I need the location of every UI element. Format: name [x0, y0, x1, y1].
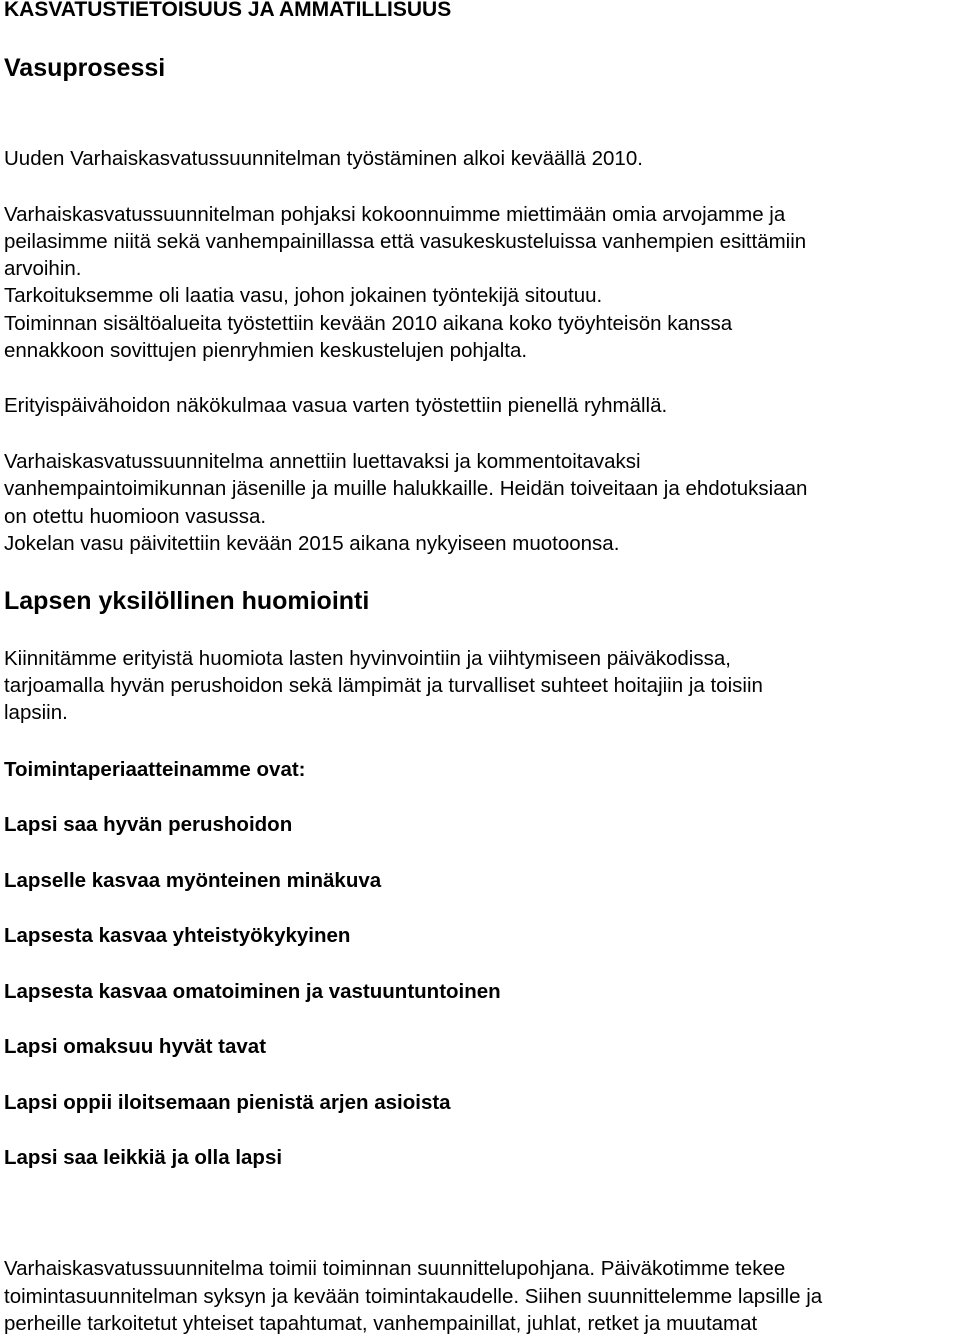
- principles-heading: Toimintaperiaatteinamme ovat:: [4, 758, 306, 781]
- paragraph-line: Erityispäivähoidon näkökulmaa vasua varten työstettiin pienellä ryhmällä.: [4, 394, 668, 417]
- principle-item: Lapsi saa leikkiä ja olla lapsi: [4, 1146, 283, 1169]
- principle-item: Lapsi saa hyvän perushoidon: [4, 813, 293, 836]
- paragraph-line: on otettu huomioon vasussa.: [4, 505, 267, 528]
- paragraph-line: Tarkoituksemme oli laatia vasu, johon jokainen työntekijä sitoutuu.: [4, 284, 603, 307]
- paragraph-line: Uuden Varhaiskasvatussuunnitelman työstäminen alkoi keväällä 2010.: [4, 147, 643, 170]
- paragraph-line: Jokelan vasu päivitettiin kevään 2015 aikana nykyiseen muotoonsa.: [4, 532, 620, 555]
- principle-item: Lapsesta kasvaa omatoiminen ja vastuuntuntoinen: [4, 980, 501, 1003]
- paragraph-line: Varhaiskasvatussuunnitelma toimii toiminnan suunnittelupohjana. Päiväkotimme tekee: [4, 1257, 786, 1280]
- section-title-vasuprosessi: Vasuprosessi: [4, 54, 166, 82]
- principle-item: Lapsesta kasvaa yhteistyökykyinen: [4, 924, 351, 947]
- paragraph-line: toimintasuunnitelman syksyn ja kevään toimintakaudelle. Siihen suunnittelemme lapsille ja: [4, 1285, 823, 1308]
- paragraph-line: perheille tarkoitetut yhteiset tapahtumat, vanhempainillat, juhlat, retket ja muutamat: [4, 1312, 758, 1335]
- paragraph-line: tarjoamalla hyvän perushoidon sekä lämpimät ja turvalliset suhteet hoitajiin ja toisiin: [4, 674, 763, 697]
- paragraph-line: lapsiin.: [4, 701, 68, 724]
- paragraph-line: vanhempaintoimikunnan jäsenille ja muille halukkaille. Heidän toiveitaan ja ehdotuksiaan: [4, 477, 808, 500]
- paragraph-line: Varhaiskasvatussuunnitelman pohjaksi kokoonnuimme miettimään omia arvojamme ja: [4, 203, 786, 226]
- document-top-heading: KASVATUSTIETOISUUS JA AMMATILLISUUS: [4, 0, 452, 21]
- section-title-lapsen-yksilollinen-huomiointi: Lapsen yksilöllinen huomiointi: [4, 587, 370, 615]
- paragraph-line: peilasimme niitä sekä vanhempainillassa että vasukeskusteluissa vanhempien esittämiin: [4, 230, 807, 253]
- paragraph-line: Kiinnitämme erityistä huomiota lasten hyvinvointiin ja viihtymiseen päiväkodissa,: [4, 647, 731, 670]
- paragraph-line: ennakkoon sovittujen pienryhmien keskustelujen pohjalta.: [4, 339, 528, 362]
- principle-item: Lapselle kasvaa myönteinen minäkuva: [4, 869, 382, 892]
- paragraph-line: Varhaiskasvatussuunnitelma annettiin luettavaksi ja kommentoitavaksi: [4, 450, 641, 473]
- paragraph-line: Toiminnan sisältöalueita työstettiin kevään 2010 aikana koko työyhteisön kanssa: [4, 312, 733, 335]
- principle-item: Lapsi omaksuu hyvät tavat: [4, 1035, 267, 1058]
- paragraph-line: arvoihin.: [4, 257, 82, 280]
- principle-item: Lapsi oppii iloitsemaan pienistä arjen asioista: [4, 1091, 451, 1114]
